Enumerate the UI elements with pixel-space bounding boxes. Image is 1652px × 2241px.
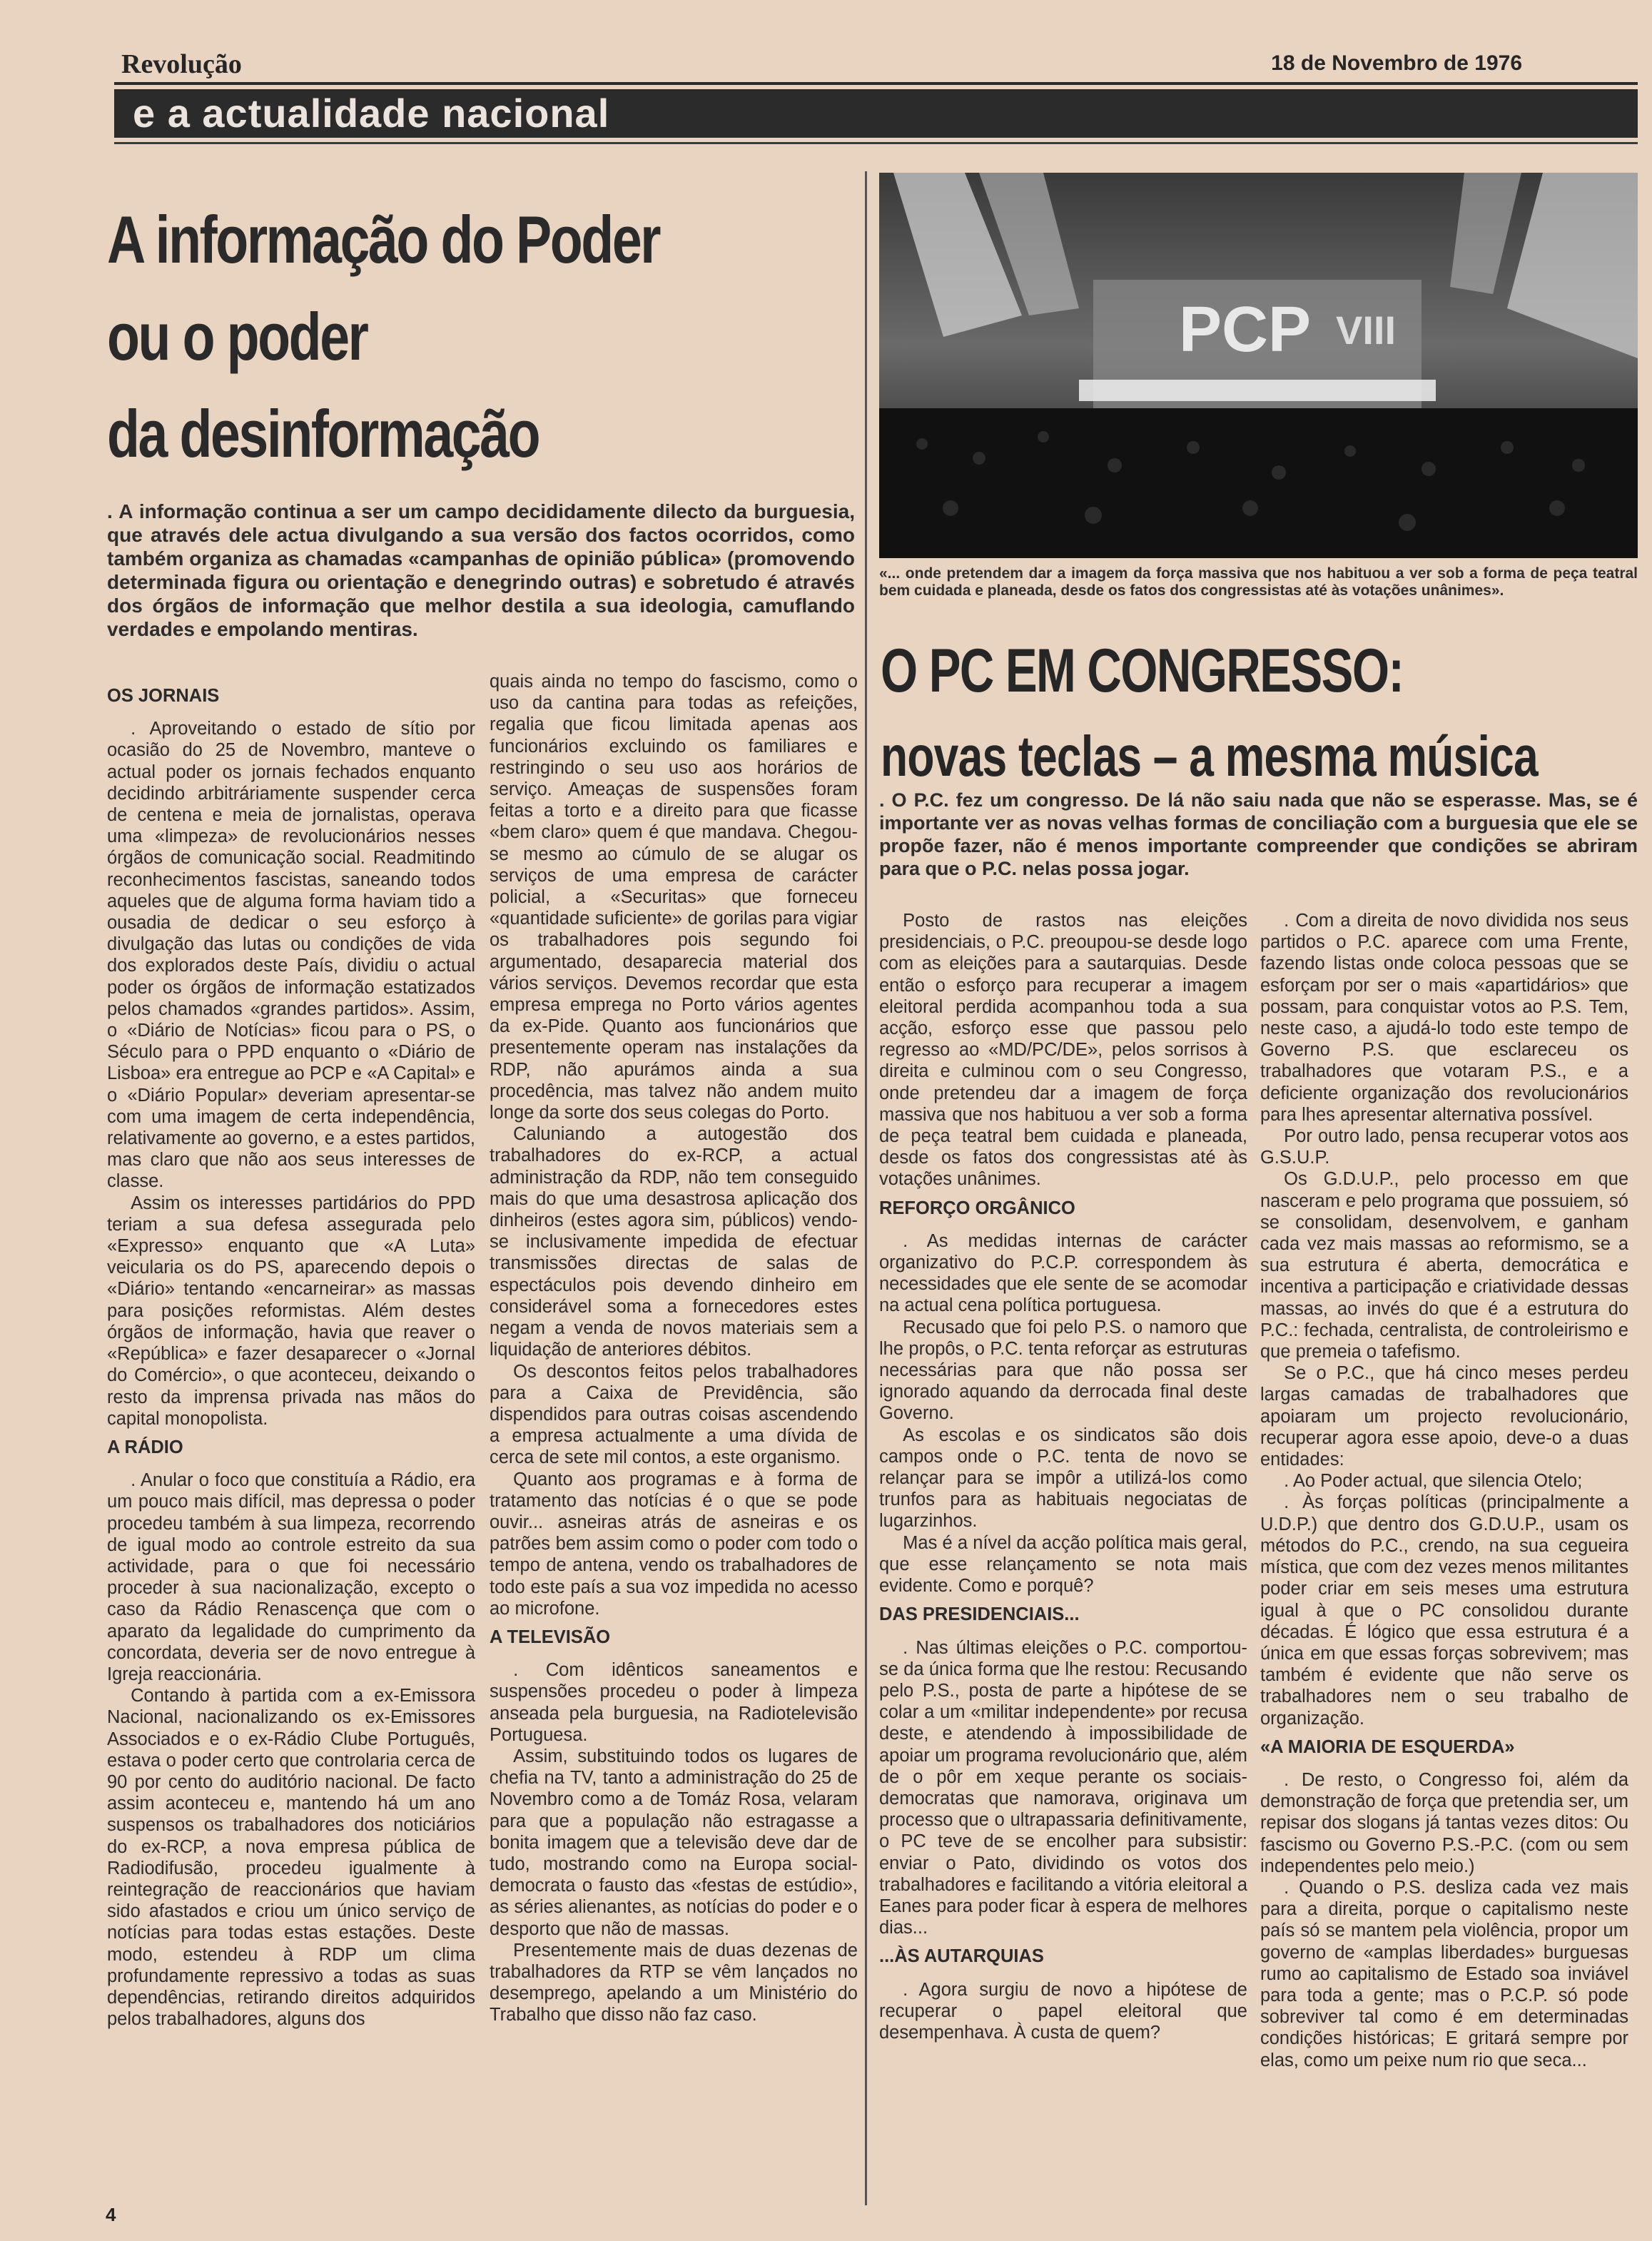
section-title: e a actualidade nacional [133,91,610,136]
paragraph: Os descontos feitos pelos trabalhadores para a Caixa de Previdência, são dispendidos para outras coisas ascendendo a empresa actualmente a uma dívida de cerca de sete mil contos, a este organismo. [490,1361,858,1468]
paragraph: . Às forças políticas (principalmente a U.D.P.) que dentro dos G.D.U.P., usam os métodos do P.C., crendo, na sua cegueira mística, que com dez vezes menos militantes poder criar em seis meses uma estrutura igual à que o PC consolidou durante décadas. É lógico que essa estrutura é a única em que essas forças sobrevivem; mas também é evidente que não serve os trabalhadores nem o seu trabalho de organização. [1260,1492,1628,1729]
paragraph: Contando à partida com a ex-Emissora Nacional, nacionalizando os ex-Emissores Associados e o ex-Rádio Clube Português, estava o poder certo que controlaria cerca de 90 por cento do auditório nacional. De facto assim aconteceu e, mantendo há um ano suspensos os trabalhadores dos noticiários do ex-RCP, a nova empresa pública de Radiodifusão, procedeu igualmente à reintegração de reaccionários que haviam sido afastados e criou um único serviço de notícias para todas estas estações. Deste modo, estendeu à RDP um clima profundamente repressivo a todas as suas dependências, retirando direitos adquiridos pelos trabalhadores, alguns dos [107,1686,475,2030]
article2-headline [881,628,1538,799]
congress-photo [879,173,1638,558]
masthead: Revolução [121,49,242,79]
column-divider [865,171,867,2205]
article1-lead: . A informação continua a ser um campo decididamente dilecto da burguesia, que através dele actua divulgando a sua versão dos factos ocorridos, como também organiza as chamadas «campanhas de opinião pública» (promovendo determinada figura ou orientação e denegrindo outras) e sobretudo é através dos órgãos de informação que melhor destila a sua ideologia, camuflando verdades e empolando mentiras. [107,500,855,640]
section-rule [114,142,1638,144]
article1-column-1 [107,678,475,2030]
headline-line-1: A informação do Poder [107,202,660,277]
page-number: 4 [106,2204,116,2225]
paragraph: . As medidas internas de carácter organizativo do P.C.P. correspondem às necessidades que ele sente de se acomodar na actual cena política portuguesa. [879,1230,1247,1316]
headline-line-3: da desinformação [107,396,539,471]
paragraph: Quanto aos programas e à forma de tratamento das notícias é o que se pode ouvir... asneiras atrás de asneiras e os patrões bem assim como o poder com todo o tempo de antena, vendo os trabalhadores de todo este país a sua voz impedida no acesso ao microfone. [490,1469,858,1619]
paragraph: Por outro lado, pensa recuperar votos aos G.S.U.P. [1260,1126,1628,1168]
paragraph: quais ainda no tempo do fascismo, como o uso da cantina para todas as refeições, regalia que ficou limitada apenas aos funcionários excluindo os familiares e restringindo o seu uso aos horários de serviço. Ameaças de suspensões foram feitas a torto e a direito para que ficasse «bem claro» quem é que mandava. Chegou-se mesmo ao cúmulo de se alugar os serviços de uma empresa de carácter policial, a «Securitas» que forneceu «quantidade suficiente» de gorilas para vigiar os trabalhadores pois segundo foi argumentado, desaparecia material dos vários serviços. Devemos recordar que esta empresa emprega no Porto vários agentes da ex-Pide. Quanto aos funcionários que presentemente operam nas instalações da RDP, não apurámos ainda a sua procedência, mas talvez não andem muito longe da sorte dos seus colegas do Porto. [490,672,858,1123]
article2-column-2 [1260,910,1628,2071]
paragraph: . Com a direita de novo dividida nos seus partidos o P.C. aparece com uma Frente, fazendo listas onde coloca pessoas que se esforçam por ser o mais «apartidários» que possam, para conquistar votos ao P.S. Tem, neste caso, a ajudá-lo todo este tempo de Governo P.S. que esclareceu os trabalhadores que votaram P.S., e a deficiente organização dos revolucionários para lhes apresentar alternativa possível. [1260,911,1628,1125]
paragraph: Se o P.C., que há cinco meses perdeu largas camadas de trabalhadores que apoiaram um projecto revolucionário, recuperar agora esse apoio, deve-o a duas entidades: [1260,1363,1628,1470]
header-rule [114,82,1638,85]
paragraph: . Ao Poder actual, que silencia Otelo; [1284,1471,1583,1492]
paragraph: . Aproveitando o estado de sítio por ocasião do 25 de Novembro, manteve o actual poder os jornais fechados enquanto decidindo arbitráriamente suspender cerca de centena e meia de jornalistas, operava uma «limpeza» de revolucionários nesses órgãos de comunicação social. Readmitindo reconhecimentos fascistas, saneando todos aqueles que de alguma forma haviam tido a ousadia de dedicar o seu esforço à divulgação das lutas ou condições de vida dos explorados deste País, dividiu o actual poder os órgãos de informação estatizados pelos chamados «grandes partidos». Assim, o «Diário de Notícias» ficou para o PS, o Século para o PPD enquanto o «Diário de Lisboa» era entregue ao PCP e «A Capital» e o «Diário Popular» deveriam apresentar-se com uma imagem de certa independência, relativamente ao governo, e a estes partidos, mas claro que não aos seus interesses de classe. [107,719,475,1192]
paragraph: . Anular o foco que constituía a Rádio, era um pouco mais difícil, mas depressa o poder procedeu também à sua limpeza, recorrendo de igual modo ao controle estreito da sua actividade, para o que foi necessário proceder à sua nacionalização, excepto o caso da Rádio Renascença que com o aparato da legalidade do cumprimento da concordata, deveria ser de novo entregue à Igreja reaccionária. [107,1470,475,1684]
paragraph: Assim os interesses partidários do PPD teriam a sua defesa assegurada pelo «Expresso» enquanto que «A Luta» veicularia os do PS, aparecendo depois o «Diário» tentando «encarneirar» as massas para posições reformistas. Além destes órgãos de informação, havia que reaver o «República» e fazer desaparecer o «Jornal do Comércio», o que aconteceu, deixando o resto da imprensa privada nas mãos do capital monopolista. [107,1193,475,1429]
paragraph: Presentemente mais de duas dezenas de trabalhadores da RTP se vêm lançados no desemprego, apelando a um Ministério do Trabalho que disso não faz caso. [490,1940,858,2025]
subheading-reforco: REFORÇO ORGÂNICO [879,1198,1075,1218]
paragraph: Os G.D.U.P., pelo processo em que nasceram e pelo programa que possuiem, só se consolidam, desenvolvem, e ganham cada vez mais massas ao reformismo, se a sua estrutura é aberta, democrática e incentiva a participação e criatividade dessas massas, ao invés do que é a estrutura do P.C.: fechada, centralista, de controleirismo e que premeia o tafefismo. [1260,1169,1628,1362]
paragraph: . Nas últimas eleições o P.C. comportou-se da única forma que lhe restou: Recusando pelo P.S., posta de parte a hipótese de se colar a um «militar independente» por recusa deste, e atendendo à impossibilidade de apoiar um programa revolucionário que, além de o pôr em xeque perante os sociais-democratas que namorava, originava um processo que o ultrapassaria definitivamente, o PC teve de se encolher para subsistir: enviar o Pato, dividindo os votos dos trabalhadores e facilitando a vitória eleitoral a Eanes para poder ficar à espera de melhores dias... [879,1637,1247,1938]
paragraph: . Quando o P.S. desliza cada vez mais para a direita, porque o capitalismo neste país só se mantem pela violência, propor um governo de «amplas liberdades» burguesas rumo ao capitalismo de Estado soa inviável para toda a gente; mas o P.C.P. só pode sobreviver tal como é em determinadas condições históricas; E gritará sempre por elas, como um peixe num rio que seca... [1260,1877,1628,2070]
issue-date: 18 de Novembro de 1976 [1271,51,1522,75]
subheading-presidenciais: DAS PRESIDENCIAIS... [879,1604,1080,1625]
article1-column-2 [490,671,858,2026]
paragraph: Posto de rastos nas eleições presidenciais, o P.C. preoupou-se desde logo com as eleições para a sautarquias. Desde então o esforço para recuperar a imagem eleitoral perdida acompanhou toda a sua acção, esforço esse que passou pelo regresso ao «MD/PC/DE», pelos sorrisos à direita e culminou com o seu Congresso, onde pretendeu dar a imagem de força massiva que nos habituou a ver sob a forma de peça teatral bem cuidada e planeada, desde os fatos dos congressistas até às votações unânimes. [879,911,1247,1190]
article2-column-1 [879,910,1247,2043]
article2-lead: . O P.C. fez um congresso. De lá não saiu nada que não se esperasse. Mas, se é importante ver as novas velhas formas de conciliação com a burguesia que ele se propõe fazer, não é menos importante compreender que condições se abriram para que o P.C. nelas possa jogar. [879,789,1638,879]
subheading-radio: A RÁDIO [107,1437,183,1457]
paragraph: . Agora surgiu de novo a hipótese de recuperar o papel eleitoral que desempenhava. À custa de quem? [879,1979,1247,2043]
subheading-autarquias: ...ÀS AUTARQUIAS [879,1946,1044,1967]
subheading-maioria: «A MAIORIA DE ESQUERDA» [1260,1736,1515,1757]
paragraph: . De resto, o Congresso foi, além da demonstração de força que pretendia ser, um repisar dos slogans já tantas vezes ditos: Ou fascismo ou Governo P.S.-P.C. (com ou sem independentes pelo meio.) [1260,1769,1628,1876]
paragraph: As escolas e os sindicatos são dois campos onde o P.C. tenta de novo se relançar para se impôr a utilizá-los como trunfos para as habituais negociatas de lugarzinhos. [879,1425,1247,1532]
photo-caption: «... onde pretendem dar a imagem da força massiva que nos habituou a ver sob a forma de peça teatral bem cuidada e planeada, desde os fatos dos congressistas até às votações unânimes». [879,565,1638,599]
banner-viii: VIII [1336,308,1397,353]
subheading-televisao: A TELEVISÃO [490,1627,611,1647]
paragraph: Assim, substituindo todos os lugares de chefia na TV, tanto a administração do 25 de Novembro como a de Tomáz Rosa, velaram para que a população não estragasse a bonita imagem que a televisão deve dar de tudo, mostrando como na Europa social-democrata o fausto das «festas de estúdio», as séries alienantes, as notícias do poder e o desporto que não de massas. [490,1746,858,1939]
headline-line-2: novas teclas – a mesma música [881,724,1538,788]
headline-line-1: O PC EM CONGRESSO: [881,637,1404,705]
article1-headline [107,191,706,482]
paragraph: Caluniando a autogestão dos trabalhadores do ex-RCP, a actual administração da RDP, não tem conseguido mais do que uma desastrosa aplicação dos dinheiros (estes agora sim, públicos) vendo-se inclusivamente impedida de efectuar transmissões directas de salas de espectáculos pois devendo dinheiro em considerável soma a fornecedores estes negam a venda de novos materiais sem a liquidação de anteriores débitos. [490,1124,858,1360]
headline-line-2: ou o poder [107,299,368,374]
paragraph: Mas é a nível da acção política mais geral, que esse relançamento se nota mais evidente. Como e porquê? [879,1532,1247,1597]
subheading-jornais: OS JORNAIS [107,686,220,706]
section-banner [114,89,1638,138]
paragraph: . Com idênticos saneamentos e suspensões procedeu o poder à limpeza anseada pela burguesia, na Radiotelevisão Portuguesa. [490,1660,858,1745]
banner-pcp: PCP [1179,294,1312,365]
congress-hall-image [879,173,1638,558]
paragraph: Recusado que foi pelo P.S. o namoro que lhe propôs, o P.C. tenta reforçar as estruturas necessárias para que não possa ser ignorado aquando da derrocada final deste Governo. [879,1317,1247,1424]
